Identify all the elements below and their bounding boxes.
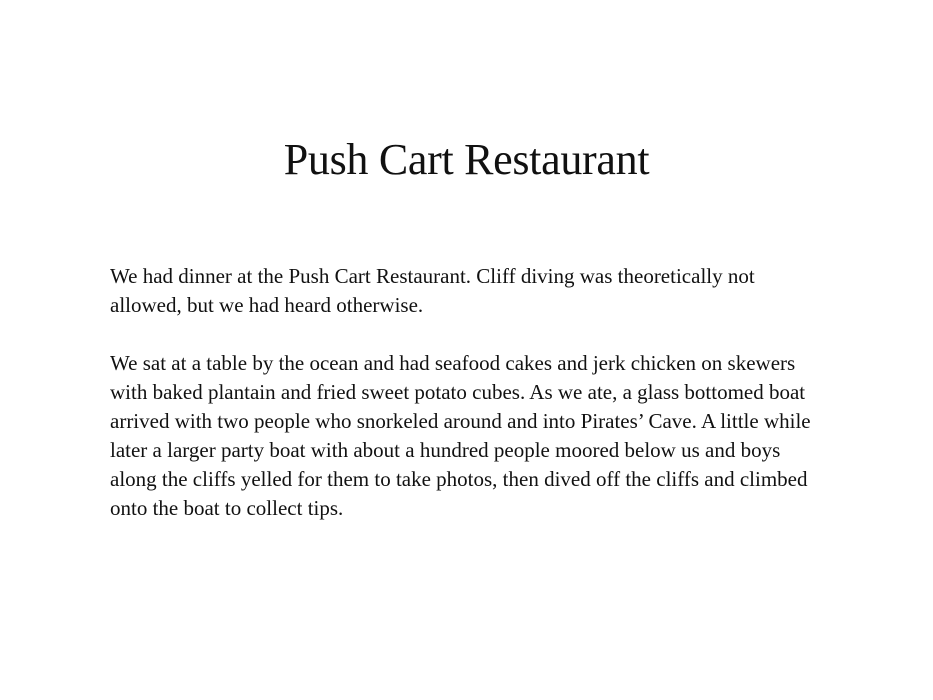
paragraph-2: We sat at a table by the ocean and had seafood cakes and jerk chicken on skewers with baked plantain and fried sweet potato cubes. As we ate, a glass bottomed boat arrived with two people who snorkeled around and into Pirates’ Cave. A little while later a larger party boat with about a hundred people moored below us and boys along the cliffs yelled for them to take photos, then dived off the cliffs and climbed onto the boat to collect tips. bbox=[110, 351, 811, 520]
document-body bbox=[110, 262, 830, 552]
page-title: Push Cart Restaurant bbox=[283, 135, 650, 184]
paragraph-1: We had dinner at the Push Cart Restaurant. Cliff diving was theoretically not allowed, but we had heard otherwise. bbox=[110, 264, 755, 317]
